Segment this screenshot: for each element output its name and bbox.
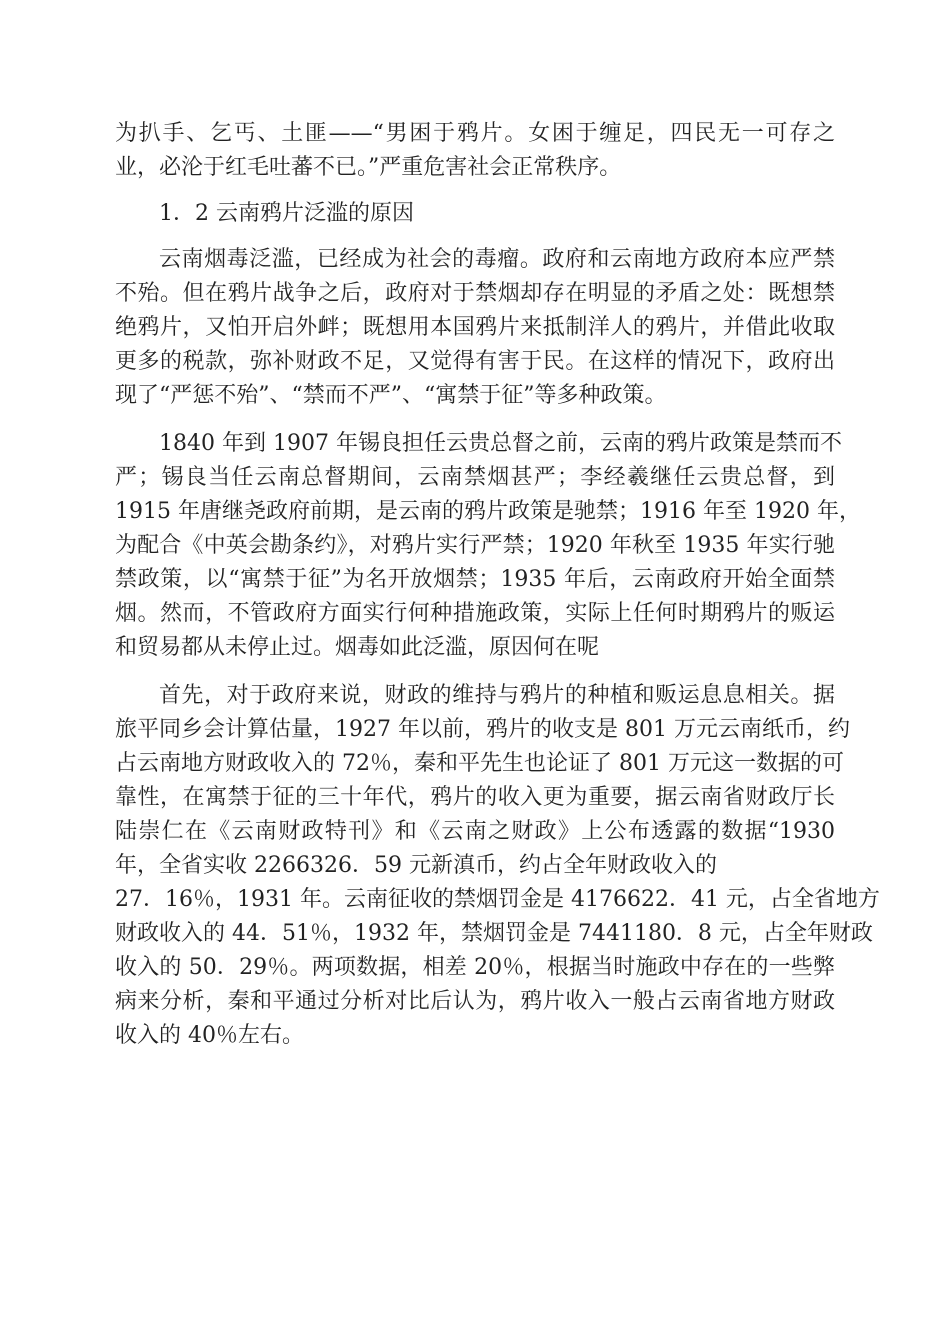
text-line: 和贸易都从未停止过。烟毒如此泛滥，原因何在呢: [115, 635, 600, 660]
document-body: [115, 117, 880, 1053]
text-line: 禁政策，以“寓禁于征”为名开放烟禁；1935 年后，云南政府开始全面禁: [115, 567, 835, 592]
text-line: 首先，对于政府来说，财政的维持与鸦片的种植和贩运息息相关。据: [159, 683, 835, 708]
text-line: 业，必沦于红毛吐蕃不已。”严重危害社会正常秩序。: [115, 155, 622, 180]
text-line: 陆崇仁在《云南财政特刊》和《云南之财政》上公布透露的数据“1930: [115, 819, 835, 844]
text-line: 为配合《中英会勘条约》，对鸦片实行严禁；1920 年秋至 1935 年实行驰: [115, 533, 835, 558]
text-line: 收入的 40％左右。: [115, 1023, 304, 1048]
text-line: 收入的 50．29％。两项数据，相差 20％，根据当时施政中存在的一些弊: [115, 955, 835, 980]
text-line: 财政收入的 44．51％，1932 年，禁烟罚金是 7441180．8 元，占全年财政: [115, 921, 873, 946]
text-line: 1840 年到 1907 年锡良担任云贵总督之前，云南的鸦片政策是禁而不: [159, 431, 842, 456]
text-line: 更多的税款，弥补财政不足，又觉得有害于民。在这样的情况下，政府出: [115, 349, 835, 374]
text-line: 现了“严惩不殆”、“禁而不严”、“寓禁于征”等多种政策。: [115, 383, 667, 408]
text-line: 不殆。但在鸦片战争之后，政府对于禁烟却存在明显的矛盾之处：既想禁: [115, 281, 835, 306]
text-line: 年，全省实收 2266326．59 元新滇币，约占全年财政收入的: [115, 853, 717, 878]
text-line: 靠性，在寓禁于征的三十年代，鸦片的收入更为重要，据云南省财政厅长: [115, 785, 835, 810]
text-line: 病来分析，秦和平通过分析对比后认为，鸦片收入一般占云南省地方财政: [115, 989, 835, 1014]
section-heading: [115, 197, 835, 231]
section-heading-text: 1．2 云南鸦片泛滥的原因: [159, 201, 414, 226]
paragraph-causes-intro: [115, 243, 835, 413]
paragraph-finance: [115, 679, 880, 1053]
text-line: 云南烟毒泛滥，已经成为社会的毒瘤。政府和云南地方政府本应严禁: [159, 247, 835, 272]
text-line: 占云南地方财政收入的 72％，秦和平先生也论证了 801 万元这一数据的可: [115, 751, 844, 776]
paragraph-policy-history: [115, 427, 861, 665]
text-line: 1915 年唐继尧政府前期，是云南的鸦片政策是驰禁；1916 年至 1920 年，: [115, 499, 861, 524]
text-line: 27．16％，1931 年。云南征收的禁烟罚金是 4176622．41 元，占全省地方: [115, 887, 880, 912]
text-line: 烟。然而，不管政府方面实行何种措施政策，实际上任何时期鸦片的贩运: [115, 601, 835, 626]
text-line: 旅平同乡会计算估量，1927 年以前，鸦片的收支是 801 万元云南纸币，约: [115, 717, 850, 742]
text-line: 严；锡良当任云南总督期间，云南禁烟甚严；李经羲继任云贵总督，到: [115, 465, 835, 490]
text-line: 为扒手、乞丐、土匪——“男困于鸦片。女困于缠足，四民无一可存之: [115, 121, 835, 146]
paragraph-continuation: [115, 117, 835, 185]
text-line: 绝鸦片，又怕开启外衅；既想用本国鸦片来抵制洋人的鸦片，并借此收取: [115, 315, 835, 340]
